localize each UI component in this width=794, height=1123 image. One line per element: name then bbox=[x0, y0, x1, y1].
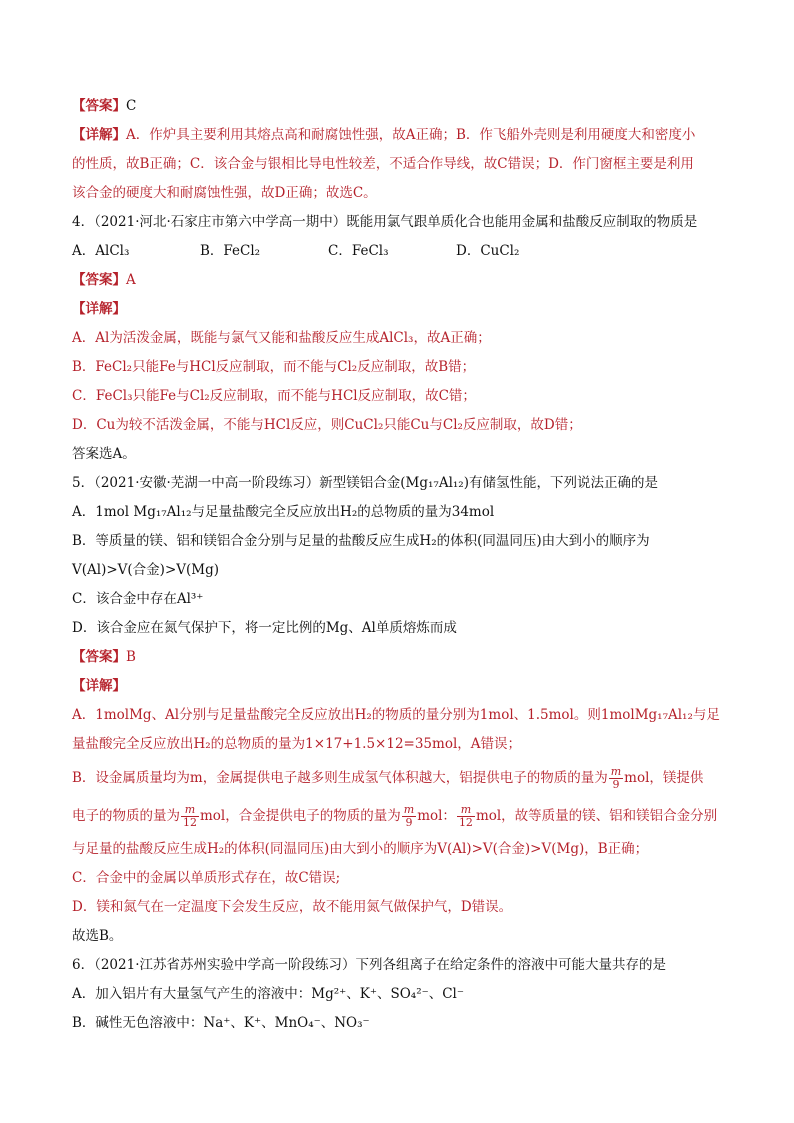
question-6: 6．（2021·江苏省苏州实验中学高一阶段练习）下列各组离子在给定条件的溶液中可能大量共存的是 bbox=[72, 957, 666, 973]
answer-line: 【答案】C bbox=[72, 98, 137, 114]
fraction: $\frac{m}{12}$ bbox=[458, 803, 473, 829]
fraction: $\frac{m}{9}$ bbox=[403, 803, 415, 829]
document-page bbox=[72, 92, 722, 1038]
question-6-option-b: B．碱性无色溶液中：Na⁺、K⁺、MnO₄⁻、NO₃⁻ bbox=[72, 1015, 370, 1031]
question-5-option-d: D．该合金应在氮气保护下，将一定比例的Mg、Al单质熔炼而成 bbox=[72, 620, 457, 636]
answer-choice-line: 答案选A。 bbox=[72, 446, 136, 462]
question-5-option-b: B．等质量的镁、铝和镁铝合金分别与足量的盐酸反应生成H₂的体积(同温同压)由大到小的顺序为 bbox=[72, 533, 650, 549]
fraction: $\frac{m}{12}$ bbox=[183, 803, 197, 829]
explanation-line: 【详解】A．作炉具主要利用其熔点高和耐腐蚀性强，故A正确；B．作飞船外壳则是利用硬度大和密度小 bbox=[72, 127, 696, 143]
explanation-line-fraction: B．设金属质量均为m，金属提供电子越多则生成氢气体积越大，铝提供电子的物质的量为 $\frac{m}{9}$ mol，镁提供 bbox=[72, 765, 704, 791]
explanation-heading: 【详解】 bbox=[72, 301, 126, 317]
question-5-option-c: C．该合金中存在Al³⁺ bbox=[72, 591, 204, 607]
explanation-line: 量盐酸完全反应放出H₂的总物质的量为1×17+1.5×12=35mol，A错误； bbox=[72, 736, 522, 752]
explanation-line: A．1molMg、Al分别与足量盐酸完全反应放出H₂的物质的量分别为1mol、1.5mol。则1molMg₁₇Al₁₂与足 bbox=[72, 707, 720, 723]
question-5: 5．（2021·安徽·芜湖一中高一阶段练习）新型镁铝合金(Mg₁₇Al₁₂)有储氢性能，下列说法正确的是 bbox=[72, 475, 658, 491]
question-5-option-b-cont: V(Al)>V(合金)>V(Mg) bbox=[72, 562, 220, 578]
explanation-line-fraction: 电子的物质的量为 $\frac{m}{12}$ mol，合金提供电子的物质的量为 $\frac{m}{9}$ mol： $\frac{m}{12}$ mol，故等质量的镁、铝和镁铝合金分别 bbox=[72, 803, 718, 829]
explanation-line: 该合金的硬度大和耐腐蚀性强，故D正确；故选C。 bbox=[72, 185, 377, 201]
explanation-line: 的性质，故B正确；C．该合金与银相比导电性较差，不适合作导线，故C错误；D．作门窗框主要是利用 bbox=[72, 156, 694, 172]
question-6-option-a: A．加入铝片有大量氢气产生的溶液中：Mg²⁺、K⁺、SO₄²⁻、Cl⁻ bbox=[72, 986, 465, 1002]
explanation-heading: 【详解】 bbox=[72, 678, 126, 694]
question-4-options: A．AlCl₃ B．FeCl₂ C．FeCl₃ D．CuCl₂ bbox=[72, 243, 520, 259]
explanation-line: D．Cu为较不活泼金属，不能与HCl反应，则CuCl₂只能Cu与Cl₂反应制取，故D错； bbox=[72, 417, 582, 433]
answer-line: 【答案】A bbox=[72, 272, 136, 288]
explanation-line: C．合金中的金属以单质形式存在，故C错误; bbox=[72, 870, 341, 886]
explanation-line: B．FeCl₂只能Fe与HCl反应制取，而不能与Cl₂反应制取，故B错； bbox=[72, 359, 476, 375]
explanation-line: C．FeCl₃只能Fe与Cl₂反应制取，而不能与HCl反应制取，故C错； bbox=[72, 388, 476, 404]
answer-choice-line: 故选B。 bbox=[72, 928, 123, 944]
question-4: 4．（2021·河北·石家庄市第六中学高一期中）既能用氯气跟单质化合也能用金属和盐酸反应制取的物质是 bbox=[72, 214, 698, 230]
explanation-line: D．镁和氮气在一定温度下会发生反应，故不能用氮气做保护气，D错误。 bbox=[72, 899, 513, 915]
explanation-line: 与足量的盐酸反应生成H₂的体积(同温同压)由大到小的顺序为V(Al)>V(合金)>V(Mg)，B正确； bbox=[72, 841, 649, 857]
fraction: $\frac{m}{9}$ bbox=[610, 765, 622, 791]
explanation-line: A．Al为活泼金属，既能与氯气又能和盐酸反应生成AlCl₃，故A正确； bbox=[72, 330, 491, 346]
question-5-option-a: A．1mol Mg₁₇Al₁₂与足量盐酸完全反应放出H₂的总物质的量为34mol bbox=[72, 504, 495, 520]
answer-line: 【答案】B bbox=[72, 649, 136, 665]
